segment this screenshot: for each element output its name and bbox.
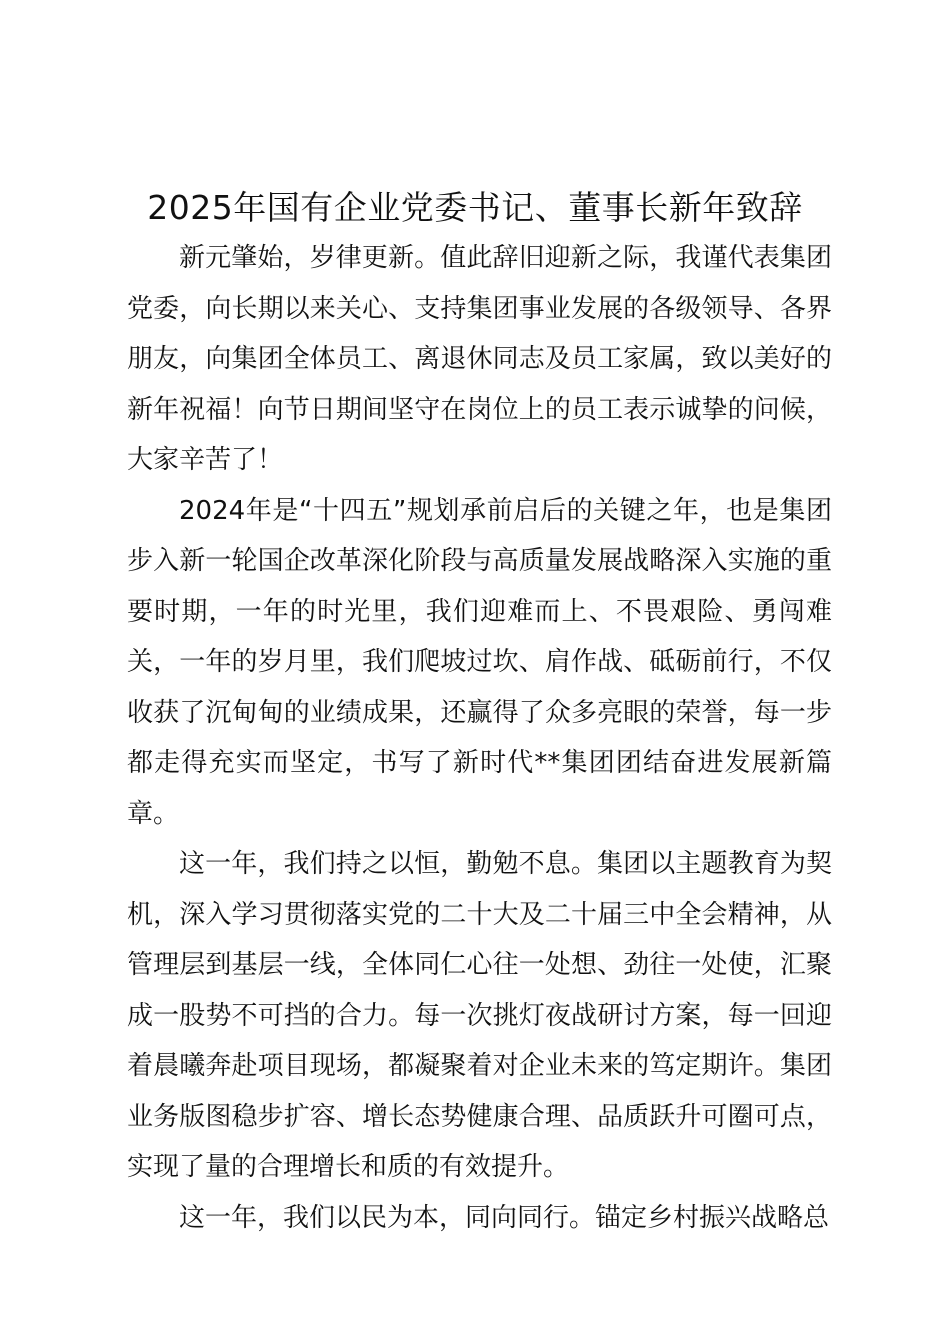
document-body: [127, 233, 832, 1243]
paragraph-2: 2024年是“十四五”规划承前启后的关键之年，也是集团步入新一轮国企改革深化阶段与高质量发展战略深入实施的重要时期，一年的时光里，我们迎难而上、不畏艰险、勇闯难关，一年的岁月里，我们爬坡过坎、肩作战、砥砺前行，不仅收获了沉甸甸的业绩成果，还赢得了众多亮眼的荣誉，每一步都走得充实而坚定，书写了新时代**集团团结奋进发展新篇章。: [127, 495, 832, 829]
paragraph-1: 新元肇始，岁律更新。值此辞旧迎新之际，我谨代表集团党委，向长期以来关心、支持集团事业发展的各级领导、各界朋友，向集团全体员工、离退休同志及员工家属，致以美好的新年祝福！向节日期间坚守在岗位上的员工表示诚挚的问候，大家辛苦了！: [127, 243, 832, 475]
paragraph-4: 这一年，我们以民为本，同向同行。锚定乡村振兴战略总: [179, 1202, 830, 1233]
paragraph-3: 这一年，我们持之以恒，勤勉不息。集团以主题教育为契机，深入学习贯彻落实党的二十大及二十届三中全会精神，从管理层到基层一线，全体同仁心往一处想、劲往一处使，汇聚成一股势不可挡的合力。每一次挑灯夜战研讨方案，每一回迎着晨曦奔赴项目现场，都凝聚着对企业未来的笃定期许。集团业务版图稳步扩容、增长态势健康合理、品质跃升可圈可点，实现了量的合理增长和质的有效提升。: [127, 849, 832, 1182]
document-title: 2025年国有企业党委书记、董事长新年致辞: [147, 188, 803, 227]
